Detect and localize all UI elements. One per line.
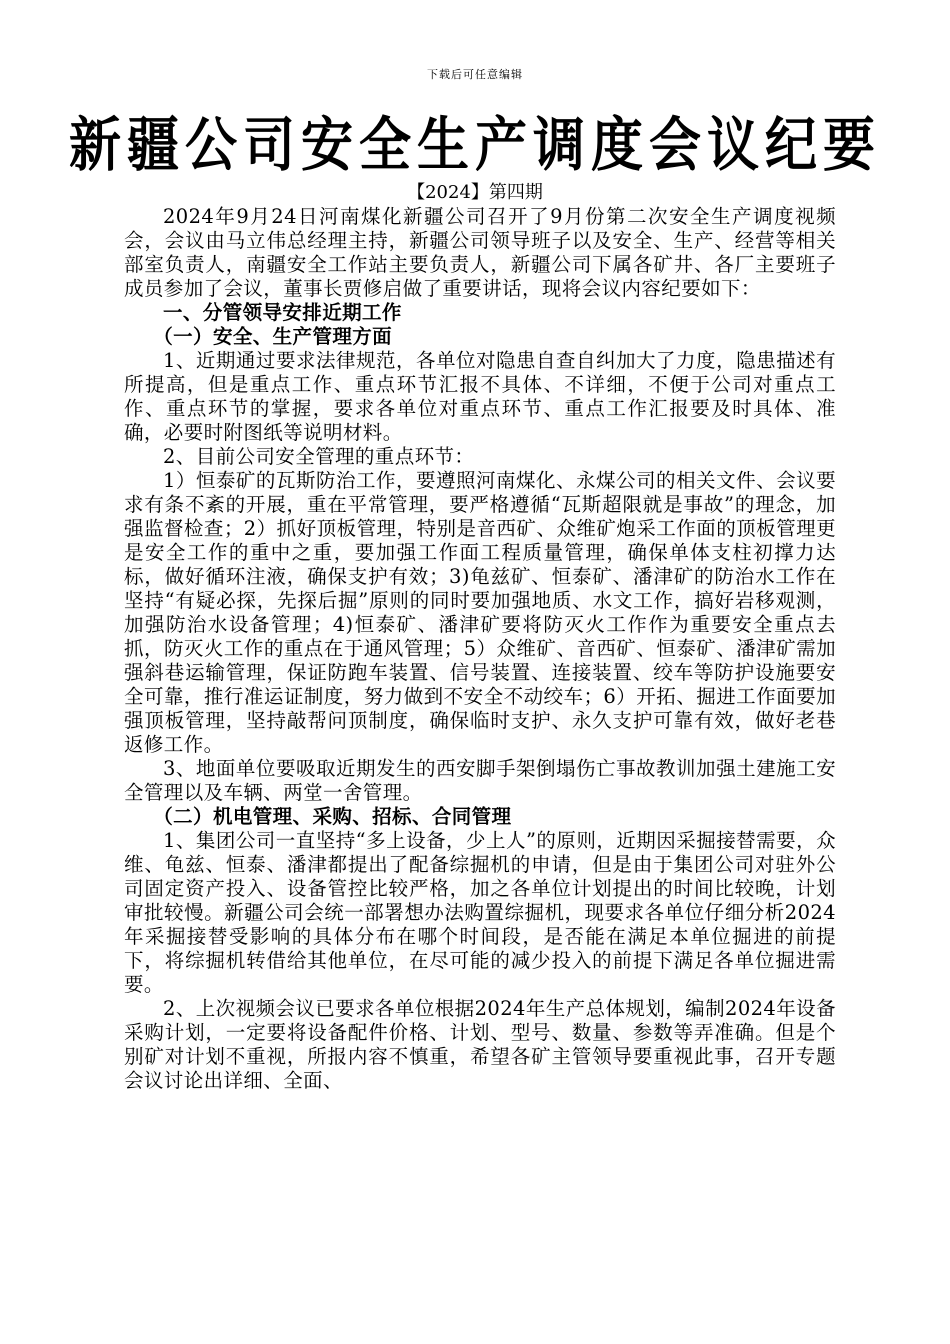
document-title: 新疆公司安全生产调度会议纪要 [68, 112, 881, 180]
paragraph-item-1: 1、近期通过要求法律规范，各单位对隐患自查自纠加大了力度，隐患描述有所提高，但是重点工作、重点环节汇报不具体、不详细，不便于公司对重点工作、重点环节的掌握，要求各单位对重点环节、重点工作汇报要及时具体、准确，必要时附图纸等说明材料。 [124, 349, 836, 444]
header-note: 下载后可任意编辑 [427, 68, 523, 81]
paragraph-item-3: 3、地面单位要吸取近期发生的西安脚手架倒塌伤亡事故教训加强土建施工安全管理以及车辆、两堂一舍管理。 [124, 757, 836, 804]
intro-paragraph: 2024年9月24日河南煤化新疆公司召开了9月份第二次安全生产调度视频会，会议由马立伟总经理主持，新疆公司领导班子以及安全、生产、经营等相关部室负责人，南疆安全工作站主要负责人，新疆公司下属各矿井、各厂主要班子成员参加了会议，董事长贾修启做了重要讲话，现将会议内容纪要如下： [124, 205, 836, 300]
section-heading-1: 一、分管领导安排近期工作 [163, 301, 402, 324]
document-body [124, 205, 836, 1093]
paragraph-item-2-heading: 2、目前公司安全管理的重点环节： [163, 445, 475, 468]
issue-number: 【2024】第四期 [407, 182, 543, 203]
paragraph-equipment-2: 2、上次视频会议已要求各单位根据2024年生产总体规划，编制2024年设备采购计划，一定要将设备配件价格、计划、型号、数量、参数等弄准确。但是个别矿对计划不重视，所报内容不慎重，希望各矿主管领导要重视此事，召开专题会议讨论出详细、全面、 [124, 997, 836, 1092]
paragraph-item-2-body: 1）恒泰矿的瓦斯防治工作，要遵照河南煤化、永煤公司的相关文件、会议要求有条不紊的开展，重在平常管理，要严格遵循“瓦斯超限就是事故”的理念，加强监督检查；2）抓好顶板管理，特别是音西矿、众维矿炮采工作面的顶板管理更是安全工作的重中之重，要加强工作面工程质量管理，确保单体支柱初撑力达标，做好循环注液，确保支护有效；3)龟兹矿、恒泰矿、潘津矿的防治水工作在坚持“有疑必探，先探后掘”原则的同时要加强地质、水文工作，搞好岩移观测，加强防治水设备管理；4)恒泰矿、潘津矿要将防灭火工作作为重要安全重点去抓，防灭火工作的重点在于通风管理；5）众维矿、音西矿、恒泰矿、潘津矿需加强斜巷运输管理，保证防跑车装置、信号装置、连接装置、绞车等防护设施要安全可靠，推行准运证制度，努力做到不安全不动绞车；6）开拓、掘进工作面要加强顶板管理，坚持敲帮问顶制度，确保临时支护、永久支护可靠有效，做好老巷返修工作。 [124, 469, 836, 756]
subsection-heading-safety: （一）安全、生产管理方面 [153, 325, 393, 348]
subsection-heading-equipment: （二）机电管理、采购、招标、合同管理 [153, 805, 512, 828]
paragraph-equipment-1: 1、集团公司一直坚持“多上设备，少上人”的原则，近期因采掘接替需要，众维、龟兹、恒泰、潘津都提出了配备综掘机的申请，但是由于集团公司对驻外公司固定资产投入、设备管控比较严格，加之各单位计划提出的时间比较晚，计划审批较慢。新疆公司会统一部署想办法购置综掘机，现要求各单位仔细分析2024年采掘接替受影响的具体分布在哪个时间段，是否能在满足本单位掘进的前提下，将综掘机转借给其他单位，在尽可能的减少投入的前提下满足各单位掘进需要。 [124, 829, 836, 996]
